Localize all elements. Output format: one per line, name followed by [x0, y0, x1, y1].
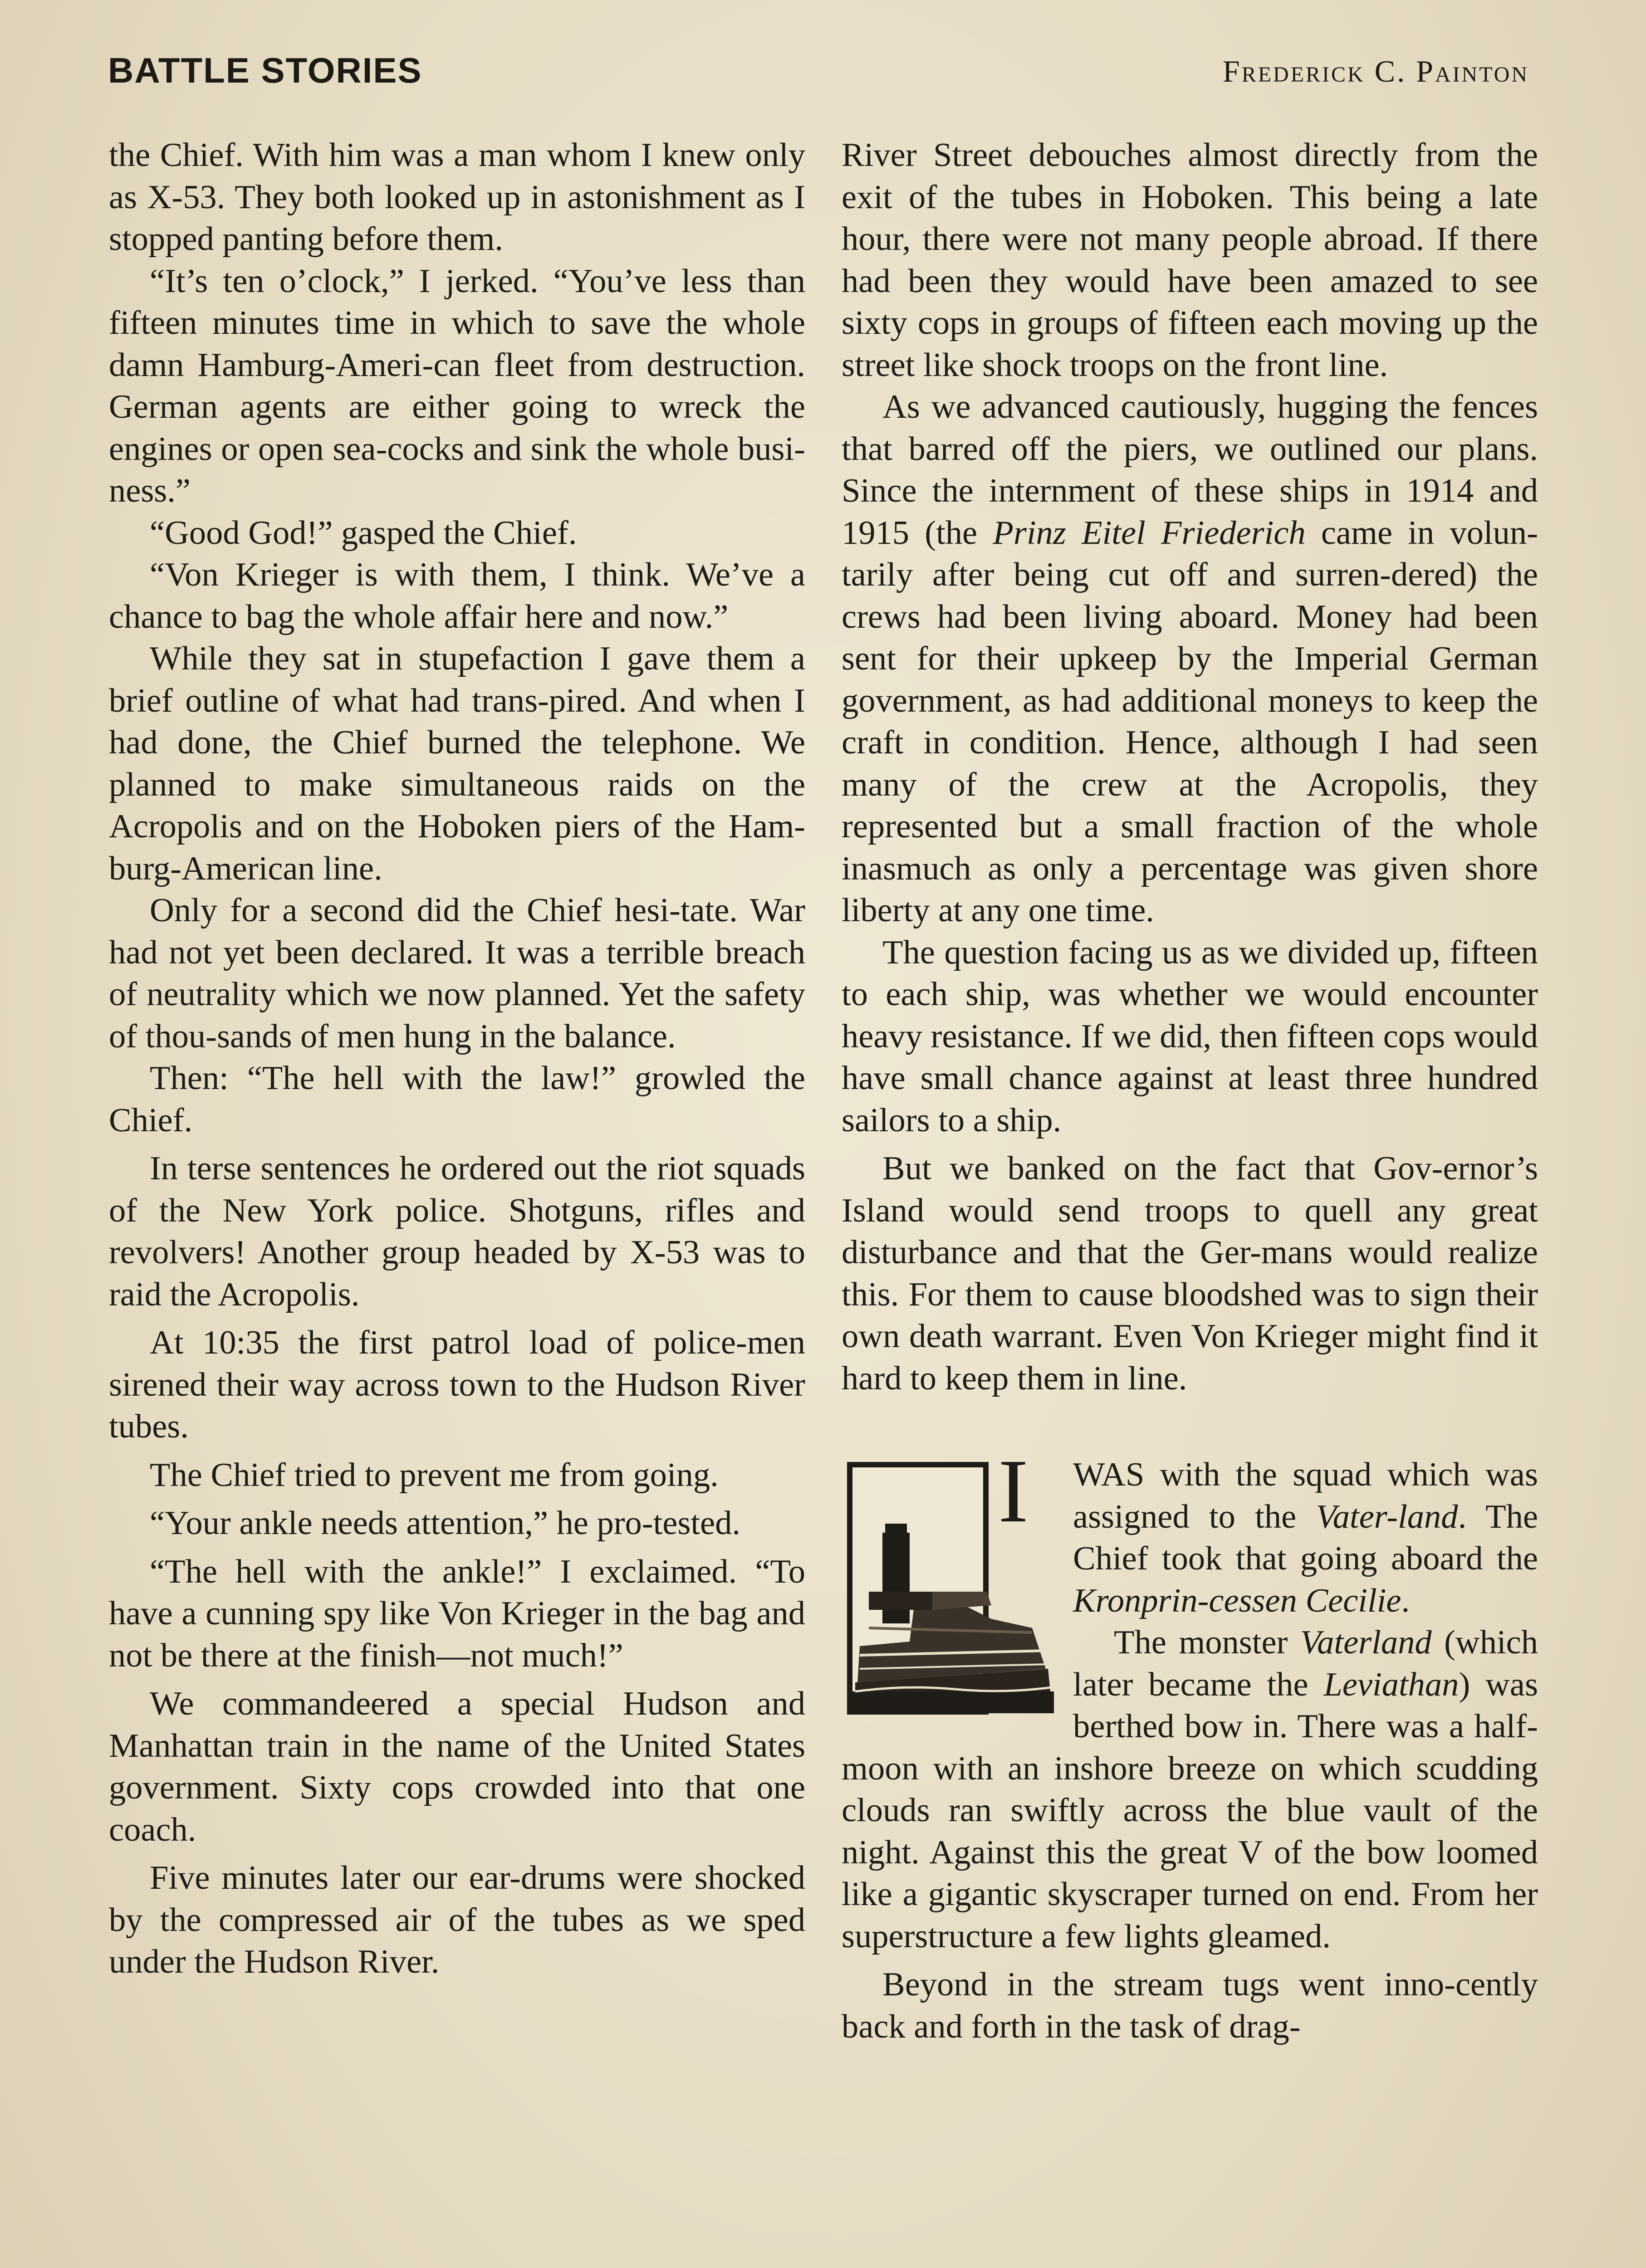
- paragraph: While they sat in stupefaction I gave them a brief outline of what had trans-pired. And when I had done, the Chief burned the telephone. We planned to make simultaneous raids on the Acropolis and on the Hoboken piers of the Ham-burg-American line.: [109, 640, 805, 887]
- paragraph: “Your ankle needs attention,” he pro-tested.: [150, 1505, 741, 1542]
- paragraph: the Chief. With him was a man whom I knew only as X-53. They both looked up in astonishment as I stopped panting before them.: [109, 137, 805, 258]
- paragraph: The Chief tried to prevent me from going.: [150, 1456, 719, 1494]
- paragraph: The question facing us as we divided up, fifteen to each ship, was whether we would encounter heavy resistance. If we did, then fifteen cops would have small chance against at least three hundred sailors to a ship.: [842, 934, 1538, 1139]
- paragraph: “It’s ten o’clock,” I jerked. “You’ve less than fifteen minutes time in which to save the whole damn Hamburg-Ameri-can fleet from destruction. German agents are either going to wreck the engines or open sea-cocks and sink the whole busi-ness.”: [109, 262, 805, 509]
- paragraph: At 10:35 the first patrol load of police-men sirened their way across town to the Hudson River tubes.: [109, 1324, 805, 1445]
- paragraph: River Street debouches almost directly from the exit of the tubes in Hoboken. This being a late hour, there were not many people abroad. If there had been they would have been amazed to see sixty cops in groups of fifteen each moving up the street like shock troops on the front line.: [842, 137, 1538, 384]
- ship-name: Leviathan: [1323, 1666, 1459, 1703]
- text-run: As we advanced cautiously, hugging the fences that barred off the piers, we outlined our plans. Since the internment of these ships in 1914 and 1915 (the: [842, 388, 1538, 552]
- text-run: . The Chief took that going aboard the: [1073, 1498, 1538, 1577]
- paragraph: “Good God!” gasped the Chief.: [150, 514, 577, 552]
- running-head-author: Frederick C. Painton: [1222, 54, 1529, 88]
- paragraph: “The hell with the ankle!” I exclaimed. “To have a cunning spy like Von Krieger in the bag and not be there at the finish—not much!”: [109, 1553, 805, 1674]
- drop-cap: I: [998, 1456, 1029, 1541]
- paragraph: Then: “The hell with the law!” growled the Chief.: [109, 1060, 805, 1139]
- ship-name: Vater-land: [1316, 1498, 1458, 1535]
- paragraph: Beyond in the stream tugs went inno-cently back and forth in the task of drag-: [842, 1966, 1538, 2045]
- running-head-title: BATTLE STORIES: [108, 50, 422, 90]
- right-column: [842, 134, 1538, 2048]
- text-run: WAS with the squad which was assigned to the: [1073, 1456, 1538, 1535]
- text-run: The monster: [1114, 1624, 1300, 1661]
- paragraph: In terse sentences he ordered out the riot squads of the New York police. Shotguns, rifles and revolvers! Another group headed by X-53 was to raid the Acropolis.: [109, 1150, 805, 1313]
- ship-name: Kronprin-cessen Cecilie: [1073, 1582, 1401, 1619]
- text-run: (which later became the: [1073, 1624, 1538, 1703]
- text-run: ) was berthed bow in. There was a half-moon with an inshore breeze on which scudding clouds ran swiftly across the blue vault of the night. Against this the great V of the bow loomed like a gigantic skyscraper turned on end. From her superstructure a few lights gleamed.: [842, 1666, 1538, 1955]
- text-run: .: [1401, 1582, 1410, 1619]
- left-column: [109, 134, 805, 1983]
- paragraph: Five minutes later our ear-drums were shocked by the compressed air of the tubes as we sped under the Hudson River.: [109, 1859, 805, 1980]
- paragraph: We commandeered a special Hudson and Manhattan train in the name of the United States government. Sixty cops crowded into that one coach.: [109, 1685, 805, 1848]
- text-run: came in volun-tarily after being cut off and surren-dered) the crews had been living aboard. Money had been sent for their upkeep by the Imperial German government, as had additional moneys to keep the craft in condition. Hence, although I had seen many of the crew at the Acropolis, they represented but a small fraction of the whole inasmuch as only a percentage was given shore liberty at any one time.: [842, 514, 1538, 929]
- section-opening-paragraph: [842, 1454, 1538, 1622]
- ship-name: Prinz Eitel Friederich: [993, 514, 1306, 552]
- paragraph: Only for a second did the Chief hesi-tate. War had not yet been declared. It was a terrible breach of neutrality which we now planned. Yet the safety of thou-sands of men hung in the balance.: [109, 892, 805, 1055]
- ship-name: Vaterland: [1300, 1624, 1432, 1661]
- ship-illustration: [842, 1456, 1059, 1719]
- paragraph: [842, 386, 1538, 932]
- paragraph: But we banked on the fact that Gov-ernor’s Island would send troops to quell any great disturbance and that the Ger-mans would realize this. For them to cause bloodshed was to sign their own death warrant. Even Von Krieger might find it hard to keep them in line.: [842, 1150, 1538, 1397]
- paragraph: “Von Krieger is with them, I think. We’ve a chance to bag the whole affair here and now.”: [109, 556, 805, 635]
